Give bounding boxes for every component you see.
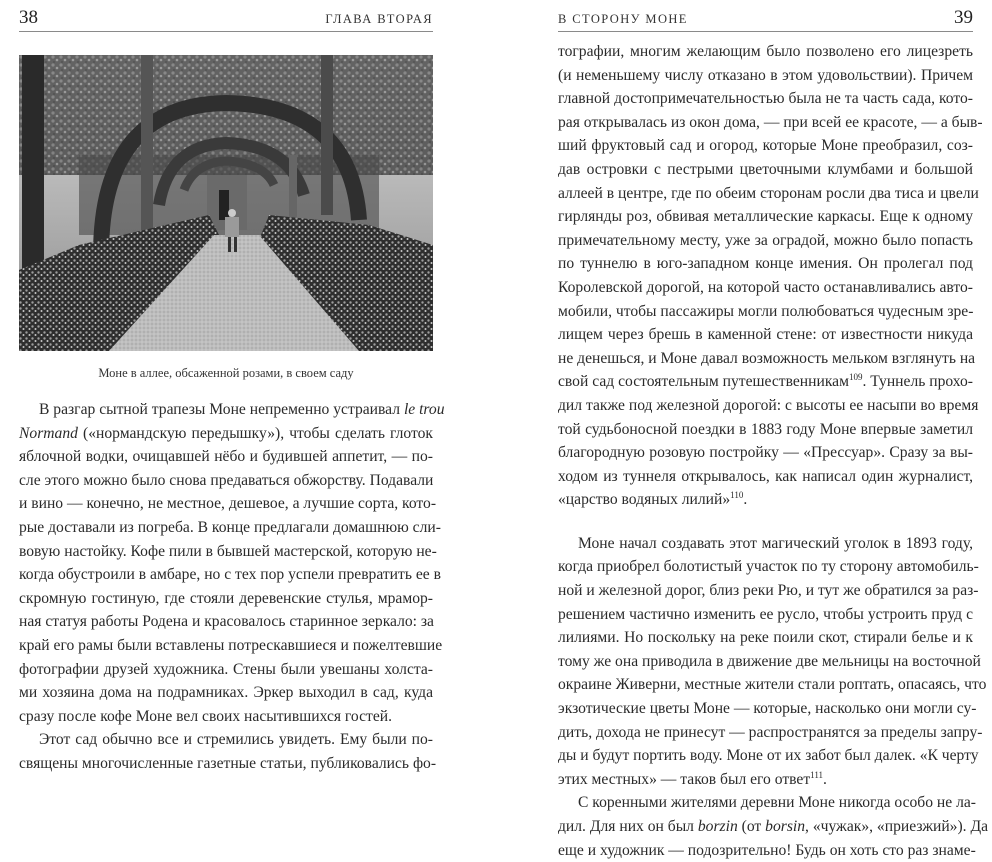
- text-line: ходом из туннеля открывалось, как написал один журналист,: [558, 467, 973, 485]
- text-line: экзотические цветы Моне — которые, насколько они могли су-: [558, 700, 977, 718]
- text-line: ной и железной дорог, близ реки Рю, и тут же обратился за раз-: [558, 582, 979, 600]
- text-line: Моне начал создавать этот магический уголок в 1893 году,: [578, 534, 973, 552]
- text-line: и вино — конечно, не местное, дешевое, а лучшие сорта, кото-: [19, 495, 437, 513]
- footnote-ref[interactable]: 110: [730, 490, 744, 501]
- text-line: лищем через брешь в каменной стене: от известности никуда: [558, 326, 973, 344]
- text-line: вовую настойку. Кофе пили в бывшей мастерской, которую не-: [19, 542, 437, 560]
- text-line: тографии, многим желающим было позволено его лицезреть: [558, 43, 973, 60]
- text-line: не денешься, и Моне давал возможность мельком взглянуть на: [558, 349, 976, 367]
- text-line: мобили, чтобы пассажиры могли полюбоваться чудесным зре-: [558, 302, 974, 320]
- text-line: ший фруктовый сад и огород, которые Моне преобразил, соз-: [558, 137, 973, 155]
- text-line: решением частично изменить ее русло, чтобы устроить пруд с: [558, 605, 973, 623]
- header-rule: [558, 31, 973, 32]
- text-line: священы многочисленные газетные статьи, публиковались фо-: [19, 754, 437, 772]
- text-line: примечательному месту, уже за оградой, можно было попасть: [558, 231, 973, 249]
- text-line: этих местных» — таков был его ответ$^{111}$.: [558, 769, 827, 788]
- text-line: свой сад состоятельным путешественникам$^{109}$. Туннель прохо-: [558, 372, 973, 391]
- text-line: рая открывалась из окон дома, — при всей ее красоте, — а быв-: [558, 113, 983, 131]
- footnote-ref[interactable]: 109: [848, 372, 863, 383]
- running-head-right: [558, 6, 973, 30]
- text-line: той судьбоносной поездки в 1883 году Моне впервые заметил: [558, 420, 973, 438]
- text-line: дить, дохода не принесут — распространятся за пределы запру-: [558, 723, 983, 741]
- text-line: С коренными жителями деревни Моне никогда особо не ла-: [578, 794, 976, 812]
- running-head-left: [19, 6, 433, 30]
- right-page: [496, 0, 992, 859]
- text-line: скромную гостиную, где стояли деревенские стулья, мрамор-: [19, 589, 433, 607]
- text-line: ми хозяина дома на подрамниках. Эркер выходил в сад, куда: [19, 684, 433, 702]
- text-line: дил. Для них он был borzin (от borsin, «чужак», «приезжий»). Да: [558, 818, 989, 835]
- text-line: сле этого можно было снова предаваться обжорству. Подавали: [19, 471, 434, 489]
- text-line: ды и будут портить воду. Моне от их забот был далек. «К черту: [558, 747, 979, 765]
- text-line: ная статуя работы Родена и красовалось старинное зеркало: за: [19, 613, 434, 631]
- photograph-image: [19, 55, 433, 351]
- text-line: дав островки с пестрыми цветочными клумбами и большой: [558, 160, 973, 178]
- text-line: благородную розовую постройку — «Прессуар». Сразу за вы-: [558, 444, 973, 462]
- text-line: когда обустроили в амбаре, но с тех пор успели превратить ее в: [19, 566, 441, 584]
- text-line: Королевской дорогой, на которой часто останавливались авто-: [558, 278, 973, 296]
- left-page: [0, 0, 496, 772]
- body-text-left: [19, 398, 445, 776]
- chapter-title: В СТОРОНУ МОНЕ: [558, 12, 688, 26]
- body-text-right: [558, 40, 989, 862]
- chapter-title: ГЛАВА ВТОРАЯ: [325, 12, 433, 26]
- text-line: рые доставали из погреба. В конце предлагали домашнюю сли-: [19, 518, 441, 536]
- text-line: (и неменьшему числу отказано в этом удовольствии). Причем: [558, 66, 973, 84]
- text-line: В разгар сытной трапезы Моне непременно устраивал le trou: [39, 401, 445, 418]
- text-line: сразу после кофе Моне вел своих насытившихся гостей.: [19, 707, 393, 725]
- text-line: гирлянды роз, обвивая металлические каркасы. Еще к одному: [558, 208, 973, 226]
- header-rule: [19, 31, 433, 32]
- text-line: когда приобрел болотистый участок по ту сторону автомобиль-: [558, 558, 979, 576]
- text-line: «царство водяных лилий»$^{110}$.: [558, 490, 748, 509]
- text-line: еще и художник — подозрительно! Будь он хоть сто раз знаме-: [558, 841, 976, 859]
- page-number: 38: [19, 7, 38, 28]
- text-line: яблочной водки, очищавшей нёбо и будившей аппетит, — по-: [19, 448, 433, 466]
- text-line: край его рамы были вставлены потрескавшиеся и пожелтевшие: [19, 636, 443, 654]
- garden-photograph: [19, 55, 433, 351]
- text-line: Normand («нормандскую передышку»), чтобы сделать глоток: [19, 424, 433, 442]
- footnote-ref[interactable]: 111: [810, 769, 824, 780]
- page-number: 39: [954, 7, 973, 28]
- text-line: по туннелю в юго-западном конце имения. Он пролегал под: [558, 255, 973, 273]
- text-line: окраине Живерни, местные жители стали роптать, опасаясь, что: [558, 676, 987, 694]
- photo-caption: Моне в аллее, обсаженной розами, в своем саду: [98, 366, 354, 380]
- text-line: лилиями. Но поскольку на реке поили скот, стирали белье и к: [558, 629, 973, 647]
- text-line: дил также под железной дорогой: с высоты ее насыпи во время: [558, 396, 979, 414]
- text-line: главной достопримечательностью была не та часть сада, кото-: [558, 90, 973, 108]
- paragraph-gap: [558, 512, 973, 532]
- text-line: аллеей в центре, где по обеим сторонам росли два тиса и цвели: [558, 184, 979, 202]
- text-line: тому же она приводила в движение две мельницы на восточной: [558, 652, 981, 670]
- text-line: Этот сад обычно все и стремились увидеть. Ему были по-: [39, 731, 433, 749]
- text-line: фотографии друзей художника. Стены были увешаны холста-: [19, 660, 433, 678]
